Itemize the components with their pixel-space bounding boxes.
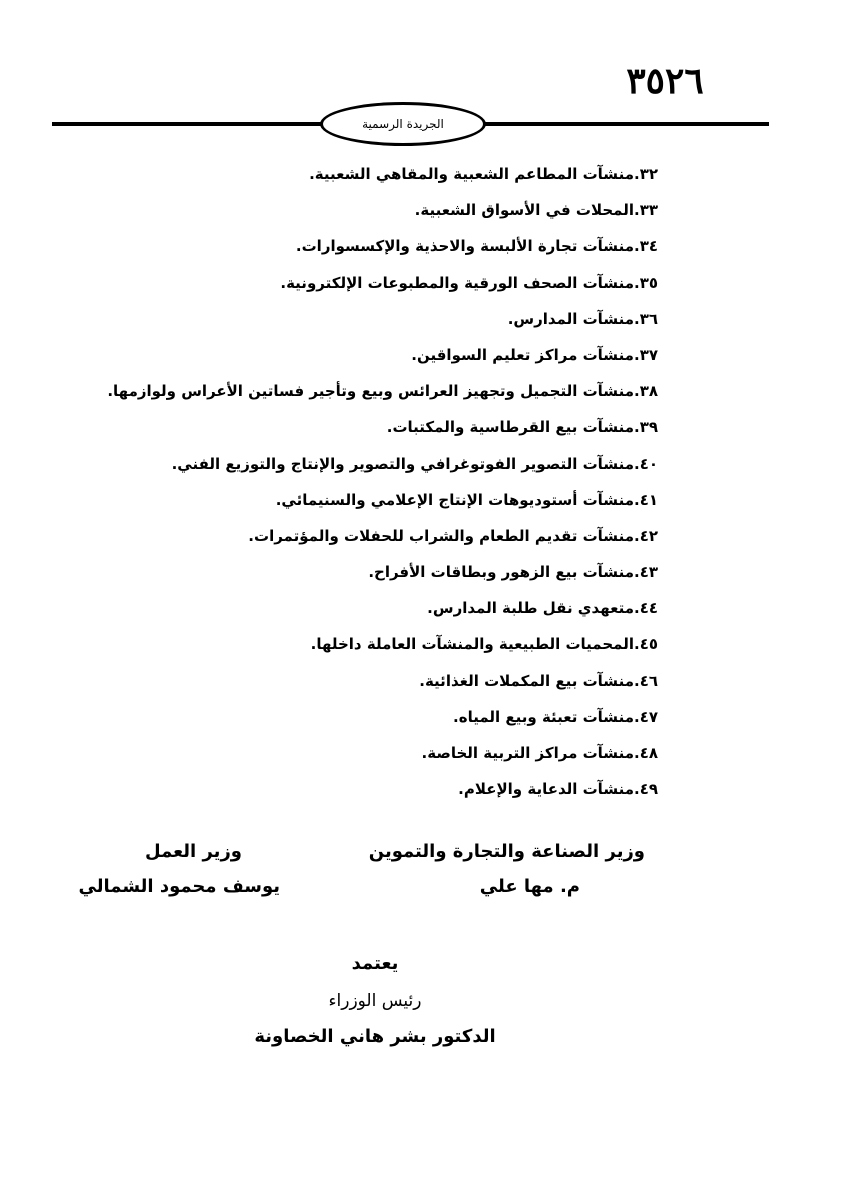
prime-minister-name: الدكتور بشر هاني الخصاونة (254, 1026, 496, 1047)
list-item: ٣٦.منشآت المدارس. (507, 309, 658, 328)
prime-minister-title: رئيس الوزراء (328, 991, 422, 1011)
list-item: ٣٢.منشآت المطاعم الشعبية والمقاهي الشعبية. (309, 165, 658, 183)
list-item: ٤٨.منشآت مراكز التربية الخاصة. (421, 744, 658, 762)
list-item: ٣٣.المحلات في الأسواق الشعبية. (414, 201, 658, 220)
establishments-list (98, 156, 658, 807)
list-item: ٣٥.منشآت الصحف الورقية والمطبوعات الإلكترونية. (280, 273, 658, 292)
list-item: ٣٤.منشآت تجارة الألبسة والاحذية والإكسسوارات. (295, 237, 658, 256)
page-number: ٣٥٢٦ (626, 60, 704, 102)
list-item: ٤٥.المحميات الطبيعية والمنشآت العاملة داخلها. (310, 635, 658, 654)
list-item: ٤٦.منشآت بيع المكملات الغذائية. (419, 671, 658, 690)
list-item: ٤٩.منشآت الدعاية والإعلام. (458, 780, 658, 799)
gazette-title: الجريدة الرسمية (362, 117, 444, 131)
labor-minister-title: وزير العمل (145, 841, 242, 862)
approval-label: يعتمد (351, 953, 399, 974)
list-item: ٤٣.منشآت بيع الزهور وبطاقات الأفراح. (368, 563, 658, 582)
list-item: ٤٢.منشآت تقديم الطعام والشراب للحفلات والمؤتمرات. (248, 526, 658, 545)
list-item: ٤٧.منشآت تعبئة وبيع المياه. (453, 707, 658, 726)
list-item: ٣٨.منشآت التجميل وتجهيز العرائس وبيع وتأجير فساتين الأعراس ولوازمها. (107, 382, 658, 401)
industry-minister-title: وزير الصناعة والتجارة والتموين (368, 841, 645, 862)
list-item: ٤٠.منشآت التصوير الفوتوغرافي والتصوير والإنتاج والتوزيع الفني. (171, 454, 658, 473)
gazette-title-oval (320, 102, 486, 146)
industry-minister-name: م. مها علي (479, 876, 580, 897)
labor-minister-name: يوسف محمود الشمالي (78, 876, 280, 897)
list-item: ٣٩.منشآت بيع القرطاسية والمكتبات. (386, 418, 658, 437)
list-item: ٤١.منشآت أستوديوهات الإنتاج الإعلامي والسنيمائي. (275, 490, 658, 509)
list-item: ٣٧.منشآت مراكز تعليم السواقين. (411, 345, 658, 364)
list-item: ٤٤.متعهدي نقل طلبة المدارس. (427, 599, 658, 618)
